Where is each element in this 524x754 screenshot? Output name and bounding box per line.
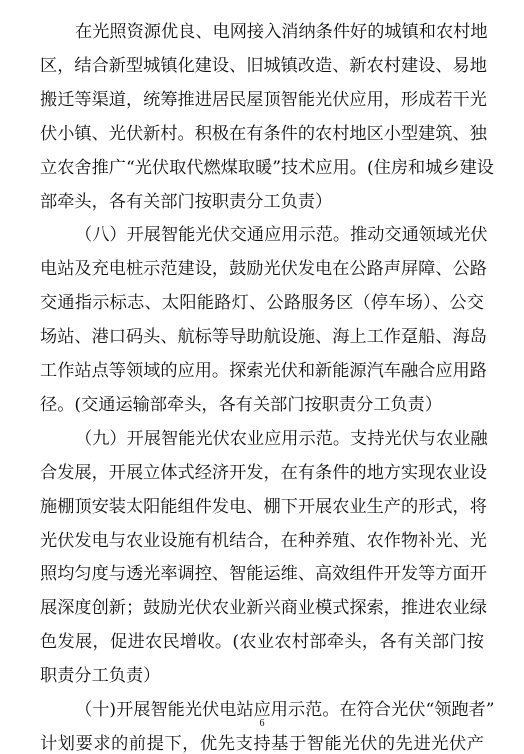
text-line: 立农舍推广“光伏取代燃煤取暖”技术应用。(住房和城乡建设 — [40, 157, 494, 178]
text-line: 交通指示标志、太阳能路灯、公路服务区（停车场）、公交 — [40, 293, 484, 314]
text-line: 伏小镇、光伏新村。积极在有条件的农村地区小型建筑、独 — [40, 123, 487, 144]
text-line: 部牵头，各有关部门按职责分工负责） — [40, 191, 333, 212]
text-line: 电站及充电桩示范建设，鼓励光伏发电在公路声屏障、公路 — [40, 259, 487, 280]
text-line: （八）开展智能光伏交通应用示范。推动交通领域光伏 — [75, 225, 488, 246]
text-line: 合发展，开展立体式经济开发，在有条件的地方实现农业设 — [40, 462, 487, 483]
text-line: 在光照资源优良、电网接入消纳条件好的城镇和农村地 — [75, 22, 488, 42]
text-line: 径。(交通运输部牵头，各有关部门按职责分工负责） — [40, 394, 443, 415]
text-line: 区，结合新型城镇化建设、旧城镇改造、新农村建设、易地 — [40, 55, 487, 76]
text-line: 光伏发电与农业设施有机结合，在种养殖、农作物补光、光 — [40, 530, 487, 551]
text-line: （九）开展智能光伏农业应用示范。支持光伏与农业融 — [75, 428, 488, 449]
text-line: 场站、港口码头、航标等导助航设施、海上工作趸船、海岛 — [40, 327, 487, 348]
text-line: 搬迁等渠道，统筹推进居民屋顶智能光伏应用，形成若干光 — [40, 89, 487, 110]
text-line: 照均匀度与透光率调控、智能运维、高效组件开发等方面开 — [40, 564, 487, 585]
text-line: 展深度创新；鼓励光伏农业新兴商业模式探索，推进农业绿 — [40, 598, 487, 619]
text-line: （十)开展智能光伏电站应用示范。在符合光伏“领跑者” — [75, 700, 495, 720]
text-line: 计划要求的前提下，优先支持基于智能光伏的先进光伏产 — [40, 733, 484, 754]
page-number: 6 — [259, 718, 265, 729]
text-line: 色发展，促进农民增收。(农业农村部牵头，各有关部门按 — [40, 632, 484, 653]
text-line: 职责分工负责） — [40, 666, 161, 687]
text-line: 施棚顶安装太阳能组件发电、棚下开展农业生产的形式，将 — [40, 496, 487, 517]
text-line: 工作站点等领域的应用。探索光伏和新能源汽车融合应用路 — [40, 361, 487, 381]
